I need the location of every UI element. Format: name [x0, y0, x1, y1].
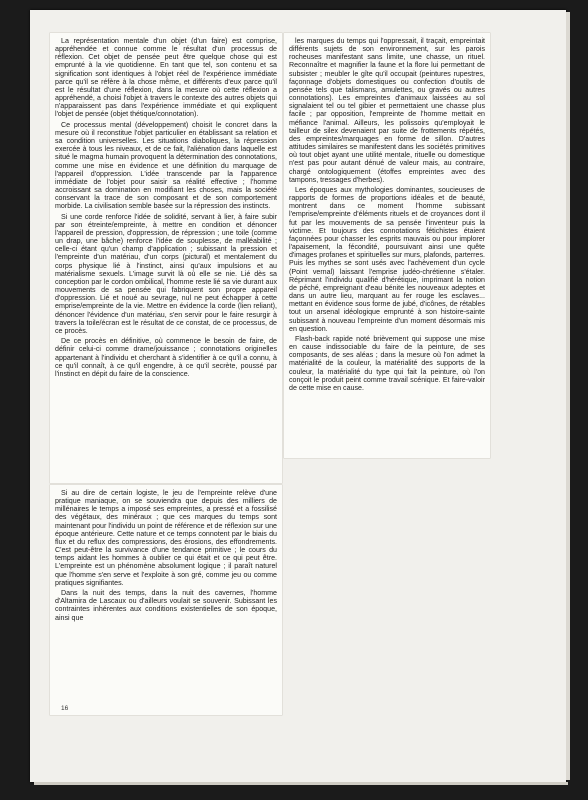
text-column-right — [284, 33, 490, 458]
paragraph: les marques du temps qui l'oppressait, il traçait, empreintait différents sujets de son environnement, sur les parois rocheuses manifestant sans limite, une chasse, un rituel. Reconnaître et magnifier la faune et la flore lui permettant de subsister ; meubler le gîte qu'il occupait (peintures rupestres, façonnage d'objets domestiques ou confection d'outils de pensée tels que talismans, amulettes, ou gravés ou autres connotations). Les empreintes d'animaux laissées au sol signalaient tel ou tel gibier et permettaient une chasse plus facile ; par opposition, l'empreinte de l'homme mettait en méfiance l'animal. Ailleurs, les polissoirs qu'employait le tailleur de silex devenaient par suite de frottements répétés, des empreintes/marquages en forme de sillon. D'autres attitudes similaires se manifestent dans les sociétés primitives où tout objet ayant une utilité mentale, rituelle ou domestique n'est pas pour autant dénué de valeur mais, au contraire, chargé ontologiquement (étoffes empreintes avec des tampons, tressages d'herbes). — [289, 37, 485, 184]
paragraph: Si au dire de certain logiste, le jeu de l'empreinte relève d'une pratique maniaque, on se souviendra que depuis des milliers de millénaires le temps a imposé ses empreintes, a pressé et a fossilisé des végétaux, des minéraux ; que ces marques du temps sont maintenant pour l'individu un point de référence et de réflexion sur une époque antérieure. Cette nature et ce temps connotent par le biais du flux et du reflux des compressions, des érosions, des effondrements. C'est peut-être la survivance d'une tendance primitive ; le cours du temps aidant les hommes à oublier ce qui était et ce qui peut être. L'empreinte est un phénomène absolument logique ; il paraît naturel que l'homme s'en serve et l'exploite à son gré, comme jeu ou comme pratiques signifiantes. — [55, 489, 277, 587]
text-column-left-bottom — [50, 485, 282, 715]
page-edge-bottom — [34, 782, 568, 785]
paragraph: Flash-back rapide noté brièvement qui suppose une mise en cause indissociable du faire de la peinture, de ses composants, de ses aléas ; dans la mesure où l'on admet la matérialité de la couleur, la matérialité des supports de la couleur, la matérialité du type qui fait la peinture, où l'on conçoit le produit peint comme travail scénique. Et faire-valoir de cette mise en cause. — [289, 335, 485, 392]
paragraph: Ce processus mental (développement) choisit le concret dans la mesure où il reconstitue l'objet particulier en établissant sa relation et sa condition universelles. Les situations diaboliques, la répression exercée à tous les niveaux, et de ce fait, l'aliénation dans laquelle est situé le magma humain provoquent la détermination des connotations, comme une mise en évidence et une définition du marquage de l'appareil d'oppression. L'idée transcende par la l'apparence immédiate de l'objet pour saisir sa réalité effective ; l'homme accroissant sa domination en modifiant les choses, mais la société conservant la trace de son composant et de son comportement morbide. La civilisation semble basée sur la répression des instincts. — [55, 120, 277, 211]
paragraph: Si une corde renforce l'idée de solidité, servant à lier, à faire subir par son étreinte/empreinte, à mettre en condition et dénoncer l'appareil de pression, d'oppression, de répression ; une toile (comme un drap, une bâche) renforce l'idée de souplesse, de malléabilité ; celle-ci étant qu'un champ d'application ; subissant la pression et l'empreinte d'un matériau, d'un corps (pictural) et mentalement du corps physique lié à l'instinct, ainsi qu'aux impulsions et au matérialisme sexuels. L'image survit là où elle se nie. Lié dès sa conception par le cordon ombilical, l'homme reste lié sa vie durant aux mouvements de sa pensée qui fabriquent son propre appareil d'oppression. Lié et noué au sevrage, nul ne peut échapper à cette emprise/empreinte de la vie. Mettre en évidence la corde (lien reliant), dénoncer l'évidence d'un matériau, s'en servir pour le faire resurgir à travers la toile/écran est le résultat de ce constat, de ce processus, de ce procès. — [55, 212, 277, 335]
page-number: 16 — [61, 705, 69, 712]
text-column-left-top — [50, 33, 282, 483]
paragraph: De ce procès en définitive, où commence le besoin de faire, de définir celui-ci comme drame/jouissance ; connotations originelles appartenant à l'individu et cherchant à s'identifier à ce qu'il a connu, à ce qu'il connaît, à ce qu'il engendre, à ce qu'il secrète, poussé par l'instinct en dépit du faire de la conscience. — [55, 337, 277, 378]
paragraph: Les époques aux mythologies dominantes, soucieuses de rapports de formes de proportions idéales et de beauté, montrent dans ce moment l'homme subissant l'emprise/empreinte d'éléments rituels et de croyances dont il fut par les mouvements de sa pensée l'inventeur puis la victime. Et toujours des connotations fétichistes étaient façonnées pour chasser les esprits mauvais ou pour implorer l'apaisement, la fécondité, poursuivant ainsi une quête d'images profanes et spirituelles sur murs, plafonds, parterres. Puis les mythes se sont usés avec l'achèvement d'un cycle (Point vernal) laissant l'emprise judéo-chrétienne s'étaler. Réprimant l'individu qualifié d'hérétique, imprimant la notion de péché, empreignant d'eau bénite les nouveaux adeptes et dans un autre lieu, marquant au fer rouge les esclaves... mettant en évidence sous forme de jubé, d'icônes, de rétables tout un arsenal idéologique emprunté à son histoire-sainte subissant à nouveau l'empreinte d'un moment désormais mis en question. — [289, 186, 485, 333]
paragraph: La représentation mentale d'un objet (d'un faire) est comprise, appréhendée et connue comme le résultat d'un processus de réflexion. Cet objet de pensée peut être quelque chose qui est emprunté à la vie quotidienne. En tant que tel, son contenu et sa signification sont identiques à l'objet réel de l'expérience immédiate parce qu'il se réfère à la chose même, et différents d'eux parce qu'il est le résultat d'une réflexion, dans la mesure où cette réflexion a appréhendé, a choisi l'objet à travers le contexte des autres objets qui n'apparaissent pas dans l'expérience immédiate et qui expliquent l'objet de pensée (objet thétique/connotation). — [55, 37, 277, 119]
page-edge-right — [566, 12, 570, 780]
paragraph: Dans la nuit des temps, dans la nuit des cavernes, l'homme d'Altamira de Lascaux ou d'ailleurs voulait se souvenir. Subissant les contraintes inhérentes aux conditions existentielles de son époque, ainsi que — [55, 589, 277, 622]
